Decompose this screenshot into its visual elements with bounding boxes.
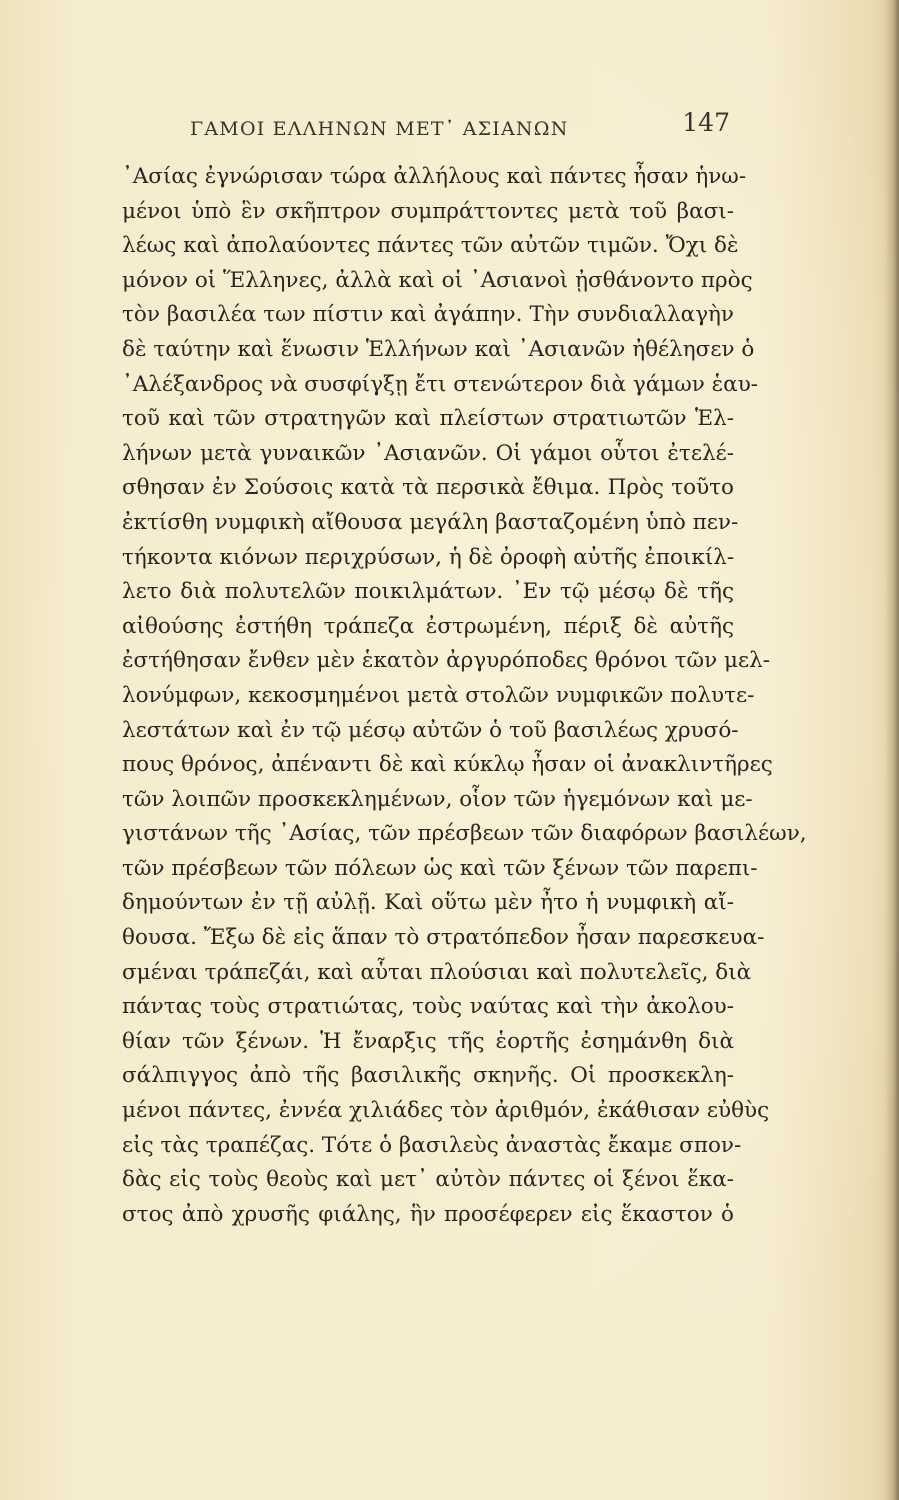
text-line: σάλπιγγος ἀπὸ τῆς βασιλικῆς σκηνῆς. Οἱ προσκεκλη-: [122, 1063, 734, 1089]
text-line: θουσα. Ἔξω δὲ εἰς ἅπαν τὸ στρατόπεδον ἦσαν παρεσκευα-: [122, 925, 765, 951]
text-line: λεστάτων καὶ ἐν τῷ μέσῳ αὐτῶν ὁ τοῦ βασιλέως χρυσό-: [122, 717, 739, 743]
text-line: πάντας τοὺς στρατιώτας, τοὺς ναύτας καὶ τὴν ἀκολου-: [122, 994, 734, 1020]
text-line: μόνον οἱ Ἕλληνες, ἀλλὰ καὶ οἱ ᾿Ασιανοὶ ᾐσθάνοντο πρὸς: [122, 267, 753, 293]
text-line: αἰθούσης ἐστήθη τράπεζα ἐστρωμένη, πέριξ δὲ αὐτῆς: [122, 613, 734, 639]
text-line: στος ἀπὸ χρυσῆς φιάλης, ἣν προσέφερεν εἰς ἕκαστον ὁ: [122, 1201, 734, 1227]
text-line: λέως καὶ ἀπολαύοντες πάντες τῶν αὐτῶν τιμῶν. Ὄχι δὲ: [122, 233, 739, 259]
text-line: τῶν λοιπῶν προσκεκλημένων, οἷον τῶν ἡγεμόνων καὶ με-: [122, 786, 753, 812]
text-line: σμέναι τράπεζάι, καὶ αὗται πλούσιαι καὶ πολυτελεῖς, διὰ: [122, 959, 752, 985]
text-line: δὰς εἰς τοὺς θεοὺς καὶ μετ᾽ αὐτὸν πάντες οἱ ξένοι ἕκα-: [122, 1167, 734, 1193]
body-text: [122, 160, 807, 1232]
page-edge-shadow: [885, 0, 899, 1500]
page-header: [190, 108, 730, 148]
text-line: δὲ ταύτην καὶ ἕνωσιν Ἑλλήνων καὶ ᾿Ασιανῶν ἠθέλησεν ὁ: [122, 336, 755, 362]
text-line: γιστάνων τῆς ᾿Ασίας, τῶν πρέσβεων τῶν διαφόρων βασιλέων,: [122, 821, 807, 847]
text-line: ᾿Ασίας ἐγνώρισαν τώρα ἀλλήλους καὶ πάντες ἦσαν ἡνω-: [122, 164, 747, 189]
text-line: δημούντων ἐν τῇ αὐλῇ. Καὶ οὕτω μὲν ἦτο ἡ νυμφικὴ αἴ-: [122, 890, 734, 916]
text-line: ἐστήθησαν ἔνθεν μὲν ἑκατὸν ἀργυρόποδες θρόνοι τῶν μελ-: [122, 648, 770, 674]
text-line: εἰς τὰς τραπέζας. Τότε ὁ βασιλεὺς ἀναστὰς ἔκαμε σπον-: [122, 1132, 742, 1158]
text-line: ᾿Αλέξανδρος νὰ συσφίγξῃ ἔτι στενώτερον διὰ γάμων ἑαυ-: [122, 371, 759, 397]
text-line: τὸν βασιλέα των πίστιν καὶ ἀγάπην. Τὴν συνδιαλλαγὴν: [122, 302, 734, 328]
text-line: πους θρόνος, ἀπέναντι δὲ καὶ κύκλῳ ἦσαν οἱ ἀνακλιντῆρες: [122, 752, 773, 778]
text-line: λήνων μετὰ γυναικῶν ᾿Ασιανῶν. Οἱ γάμοι οὗτοι ἐτελέ-: [122, 440, 734, 466]
running-title: ΓΑΜΟΙ ΕΛΛΗΝΩΝ ΜΕΤ᾽ ΑΣΙΑΝΩΝ: [190, 118, 569, 140]
text-line: τῶν πρέσβεων τῶν πόλεων ὡς καὶ τῶν ξένων τῶν παρεπι-: [122, 855, 758, 881]
text-line: τήκοντα κιόνων περιχρύσων, ἡ δὲ ὀροφὴ αὐτῆς ἐποικίλ-: [122, 544, 735, 570]
text-line: λετο διὰ πολυτελῶν ποικιλμάτων. ᾿Εν τῷ μέσῳ δὲ τῆς: [122, 579, 734, 605]
text-line: σθησαν ἐν Σούσοις κατὰ τὰ περσικὰ ἔθιμα. Πρὸς τοῦτο: [122, 475, 734, 501]
page-number: 147: [682, 108, 730, 137]
text-line: μένοι ὑπὸ ἓν σκῆπτρον συμπράττοντες μετὰ τοῦ βασι-: [122, 198, 734, 224]
text-line: λονύμφων, κεκοσμημένοι μετὰ στολῶν νυμφικῶν πολυτε-: [122, 682, 755, 708]
text-line: θίαν τῶν ξένων. Ἡ ἔναρξις τῆς ἑορτῆς ἐσημάνθη διὰ: [122, 1028, 734, 1054]
text-line: τοῦ καὶ τῶν στρατηγῶν καὶ πλείστων στρατιωτῶν Ἑλ-: [122, 406, 734, 432]
text-line: ἐκτίσθη νυμφικὴ αἴθουσα μεγάλη βασταζομένη ὑπὸ πεν-: [122, 509, 739, 535]
text-line: μένοι πάντες, ἐννέα χιλιάδες τὸν ἀριθμόν, ἐκάθισαν εὐθὺς: [122, 1098, 770, 1124]
